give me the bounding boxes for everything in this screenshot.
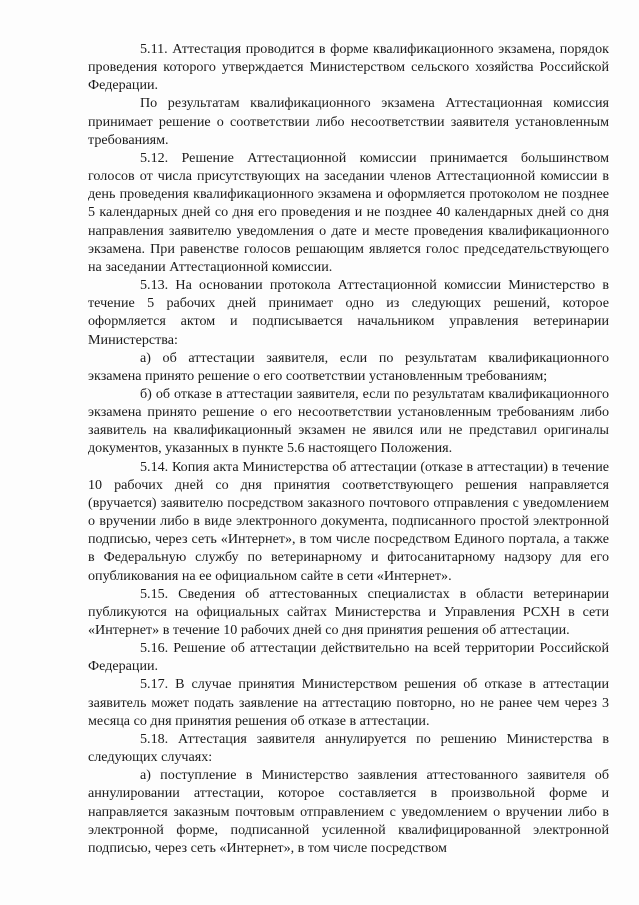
paragraph-5-18-a: а) поступление в Министерство заявления аттестованного заявителя об аннулировании аттестации, которое составляется в произвольной форме и направляется заказным почтовым отправлением с уведомлением о вручении либо в электронной форме, подписанной усиленной квалифицированной электронной подписью, через сеть «Интернет», в том числе посредством	[88, 767, 609, 856]
paragraph-5-18: 5.18. Аттестация заявителя аннулируется по решению Министерства в следующих случаях:	[88, 730, 609, 766]
paragraph-5-14: 5.14. Копия акта Министерства об аттестации (отказе в аттестации) в течение 10 рабочих дней со дня принятия соответствующего решения направляется (вручается) заявителю посредством заказного почтового отправления с уведомлением о вручении либо в виде электронного документа, подписанного простой электронной подписью, через сеть «Интернет», в том числе посредством Единого портала, а также в Федеральную службу по ветеринарному и фитосанитарному надзору для его опубликования на ее официальном сайте в сети «Интернет».	[88, 458, 609, 584]
paragraph-5-15: 5.15. Сведения об аттестованных специалистах в области ветеринарии публикуются на официальных сайтах Министерства и Управления РСХН в сети «Интернет» в течение 10 рабочих дней со дня принятия решения об аттестации.	[88, 585, 609, 638]
paragraph-5-13-b: б) об отказе в аттестации заявителя, если по результатам квалификационного экзамена принято решение о его несоответствии установленным требованиям либо заявитель на квалификационный экзамен не явился или не представил оригиналы документов, указанных в пункте 5.6 настоящего Положения.	[88, 385, 609, 457]
paragraph-5-12: 5.12. Решение Аттестационной комиссии принимается большинством голосов от числа присутствующих на заседании членов Аттестационной комиссии в день проведения квалификационного экзамена и оформляется протоколом не позднее 5 календарных дней со дня его проведения и не позднее 40 календарных дней со дня направления заявителю уведомления о дате и месте проведения квалификационного экзамена. При равенстве голосов решающим является голос председательствующего на заседании Аттестационной комиссии.	[88, 149, 609, 275]
paragraph-5-16: 5.16. Решение об аттестации действительно на всей территории Российской Федерации.	[88, 640, 609, 675]
paragraph-5-11: 5.11. Аттестация проводится в форме квалификационного экзамена, порядок проведения которого утверждается Министерством сельского хозяйства Российской Федерации.	[88, 41, 609, 94]
paragraph-5-17: 5.17. В случае принятия Министерством решения об отказе в аттестации заявитель может подать заявление на аттестацию повторно, но не ранее чем через 3 месяца со дня принятия решения об отказе в аттестации.	[88, 676, 609, 729]
paragraph-5-11-result: По результатам квалификационного экзамена Аттестационная комиссия принимает решение о соответствии либо несоответствии заявителя установленным требованиям.	[88, 95, 609, 148]
paragraph-5-13: 5.13. На основании протокола Аттестационной комиссии Министерство в течение 5 рабочих дней принимает одно из следующих решений, которое оформляется актом и подписывается начальником управления ветеринарии Министерства:	[88, 277, 609, 348]
paragraph-5-13-a: а) об аттестации заявителя, если по результатам квалификационного экзамена принято решение о его соответствии установленным требованиям;	[88, 349, 609, 384]
